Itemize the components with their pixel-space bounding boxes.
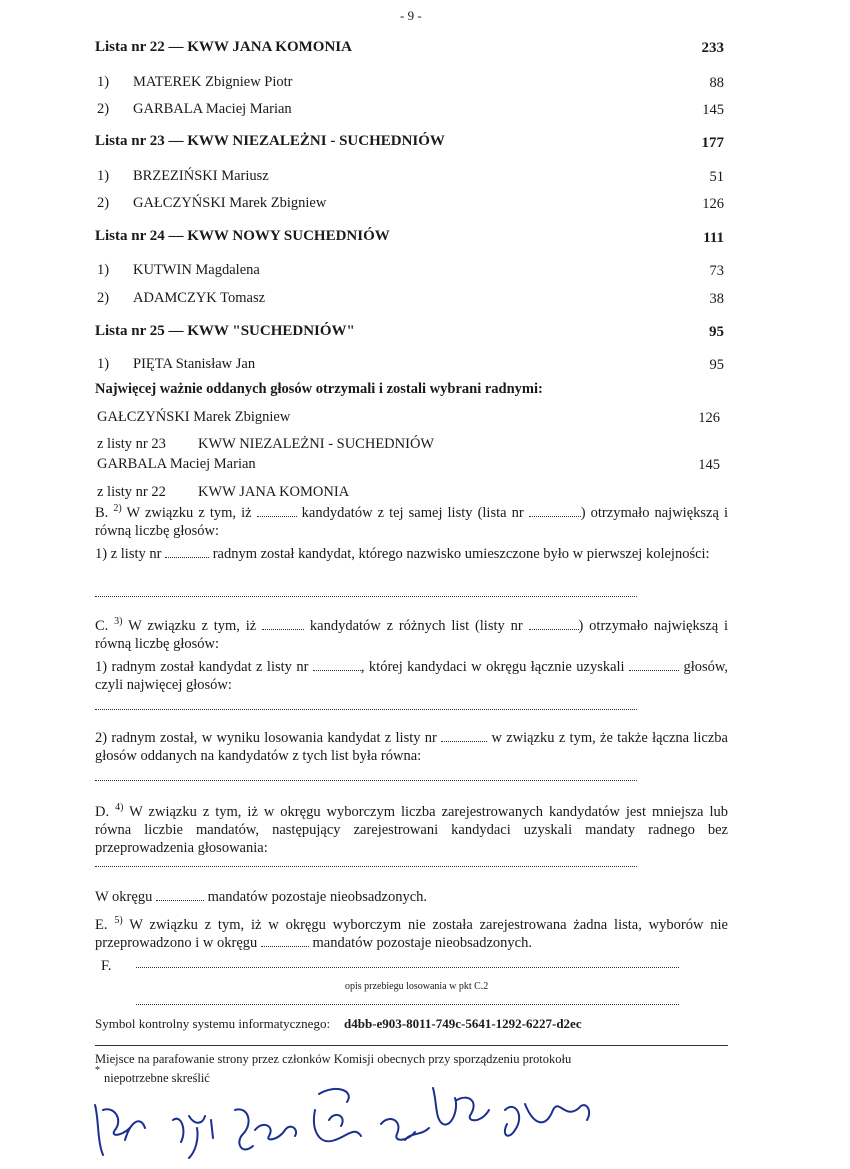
candidate-name: KUTWIN Magdalena: [133, 262, 260, 278]
signature-1: [95, 1105, 145, 1155]
section-d-intro: [95, 799, 728, 857]
signature-7: [505, 1104, 589, 1136]
elected-heading: Najwięcej ważnie oddanych głosów otrzymali i zostali wybrani radnymi:: [95, 381, 543, 397]
control-symbol-value: d4bb-e903-8011-749c-5641-1292-6227-d2ec: [344, 1016, 582, 1031]
section-d-label: D.: [95, 803, 110, 820]
candidate-votes: 73: [709, 263, 724, 279]
fill-line: [95, 596, 637, 597]
section-e-label: E.: [95, 916, 108, 933]
section-f-label: F.: [101, 958, 112, 974]
candidate-name: MATEREK Zbigniew Piotr: [133, 74, 293, 90]
list-number-blank: [441, 731, 487, 742]
count-blank: [261, 936, 309, 947]
list-numbers-blank: [529, 619, 579, 630]
section-c-point-text: w związku z tym, że także łączna liczba głosów oddanych na kandydatów z tych list była równa:: [95, 730, 728, 764]
section-b-point-text: 1) z listy nr: [95, 546, 162, 562]
section-c-text: W związku z tym, iż: [128, 617, 257, 634]
fill-line: [136, 967, 679, 968]
elected-committee: KWW NIEZALEŻNI - SUCHEDNIÓW: [198, 436, 435, 452]
commission-signatures: [85, 1080, 805, 1165]
signature-4: [314, 1089, 361, 1141]
signature-6: [433, 1088, 489, 1125]
section-d-vacant: [95, 888, 728, 906]
candidate-number: 2): [97, 101, 110, 117]
votes-blank: [629, 660, 679, 671]
footnote-ref: 5): [114, 915, 123, 926]
count-blank: [156, 890, 204, 901]
candidate-name: GARBALA Maciej Marian: [133, 101, 292, 117]
count-blank: [257, 506, 297, 517]
list-number-blank: [313, 660, 361, 671]
divider: [95, 1045, 728, 1046]
elected-from-list: z listy nr 23: [97, 436, 166, 452]
section-c-point-2: [95, 729, 728, 765]
list-25-header: Lista nr 25 — KWW "SUCHEDNIÓW": [95, 323, 355, 339]
section-b-text: W związku z tym, iż: [126, 504, 252, 521]
section-c-text: ) otrzymało największą i równą liczbę głosów:: [95, 617, 729, 652]
section-d-vacant-text: mandatów pozostaje nieobsadzonych.: [207, 889, 428, 905]
list-22-header: Lista nr 22 — KWW JANA KOMONIA: [95, 39, 352, 55]
candidate-number: 1): [97, 168, 110, 184]
list-23-header: Lista nr 23 — KWW NIEZALEŻNI - SUCHEDNIÓW: [95, 133, 445, 149]
section-b-text: kandydatów z tej samej listy (lista nr: [301, 504, 524, 521]
signature-3: [235, 1109, 296, 1149]
elected-from-list: z listy nr 22: [97, 484, 166, 500]
section-b-point-1: [95, 545, 728, 563]
list-25-total: 95: [709, 324, 724, 340]
candidate-name: ADAMCZYK Tomasz: [133, 290, 266, 306]
candidate-number: 2): [97, 290, 110, 306]
fill-line: [95, 866, 637, 867]
section-e: [95, 912, 728, 952]
footnote-ref: 4): [115, 802, 124, 813]
signature-5: [381, 1119, 429, 1140]
section-b-text: ) otrzymało największą i równą liczbę głosów:: [95, 504, 728, 539]
section-d-text: W związku z tym, iż w okręgu wyborczym liczba zarejestrowanych kandydatów jest mniejsza lub równa liczbie mandatów, następujący zarejestrowani kandydaci uzyskali mandaty radnego bez przeprowadzenia głosowania:: [95, 803, 728, 856]
candidate-number: 2): [97, 195, 110, 211]
list-24-header: Lista nr 24 — KWW NOWY SUCHEDNIÓW: [95, 228, 390, 244]
candidate-number: 1): [97, 356, 110, 372]
candidate-votes: 38: [709, 291, 724, 307]
section-c-intro: [95, 613, 728, 653]
count-blank: [262, 619, 304, 630]
section-c-text: kandydatów z różnych list (listy nr: [309, 617, 523, 634]
section-f-caption: opis przebiegu losowania w pkt C.2: [345, 981, 489, 992]
fill-line: [95, 709, 637, 710]
footnote-ref: 2): [113, 503, 122, 514]
candidate-name: BRZEZIŃSKI Mariusz: [133, 168, 269, 184]
initials-note: Miejsce na parafowanie strony przez członków Komisji obecnych przy sporządzeniu protokołu: [95, 1052, 572, 1066]
fill-line: [95, 780, 637, 781]
elected-votes: 126: [698, 410, 720, 426]
section-b-point-text: radnym został kandydat, którego nazwisko umieszczone było w pierwszej kolejności:: [212, 546, 710, 562]
page-number: - 9 -: [400, 8, 422, 23]
section-b-label: B.: [95, 504, 109, 521]
list-number-blank: [529, 506, 581, 517]
candidate-votes: 95: [709, 357, 724, 373]
strike-note: niepotrzebne skreślić: [104, 1071, 210, 1085]
list-23-total: 177: [701, 135, 724, 151]
candidate-votes: 145: [702, 102, 724, 118]
section-c-point-text: , której kandydaci w okręgu łącznie uzyskali: [360, 659, 625, 675]
section-c-label: C.: [95, 617, 109, 634]
candidate-name: PIĘTA Stanisław Jan: [133, 356, 256, 372]
section-c-point-1: [95, 658, 728, 694]
section-c-point-text: głosów, czyli najwięcej głosów:: [95, 659, 729, 693]
footnote-mark: *: [95, 1065, 100, 1076]
elected-name: GAŁCZYŃSKI Marek Zbigniew: [97, 409, 291, 425]
candidate-votes: 88: [709, 75, 724, 91]
elected-name: GARBALA Maciej Marian: [97, 456, 256, 472]
section-d-vacant-text: W okręgu: [95, 889, 153, 905]
section-e-text: W związku z tym, iż w okręgu wyborczym nie została zarejestrowana żadna lista, wyborów nie przeprowadzono i w okręgu: [95, 916, 728, 951]
list-24-total: 111: [703, 230, 724, 246]
candidate-votes: 51: [709, 169, 724, 185]
fill-line: [136, 1004, 679, 1005]
candidate-votes: 126: [702, 196, 724, 212]
list-number-blank: [165, 547, 209, 558]
footnote-ref: 3): [114, 616, 123, 627]
section-b-intro: [95, 500, 728, 540]
control-symbol-label: Symbol kontrolny systemu informatycznego:: [95, 1016, 331, 1031]
section-c-point-text: 2) radnym został, w wyniku losowania kandydat z listy nr: [95, 730, 437, 746]
candidate-number: 1): [97, 74, 110, 90]
section-e-text: mandatów pozostaje nieobsadzonych.: [312, 934, 532, 951]
list-22-total: 233: [701, 40, 724, 56]
signature-2: [173, 1116, 213, 1158]
candidate-name: GAŁCZYŃSKI Marek Zbigniew: [133, 195, 327, 211]
candidate-number: 1): [97, 262, 110, 278]
section-c-point-text: 1) radnym został kandydat z listy nr: [95, 659, 309, 675]
elected-votes: 145: [698, 457, 720, 473]
elected-committee: KWW JANA KOMONIA: [198, 484, 350, 500]
